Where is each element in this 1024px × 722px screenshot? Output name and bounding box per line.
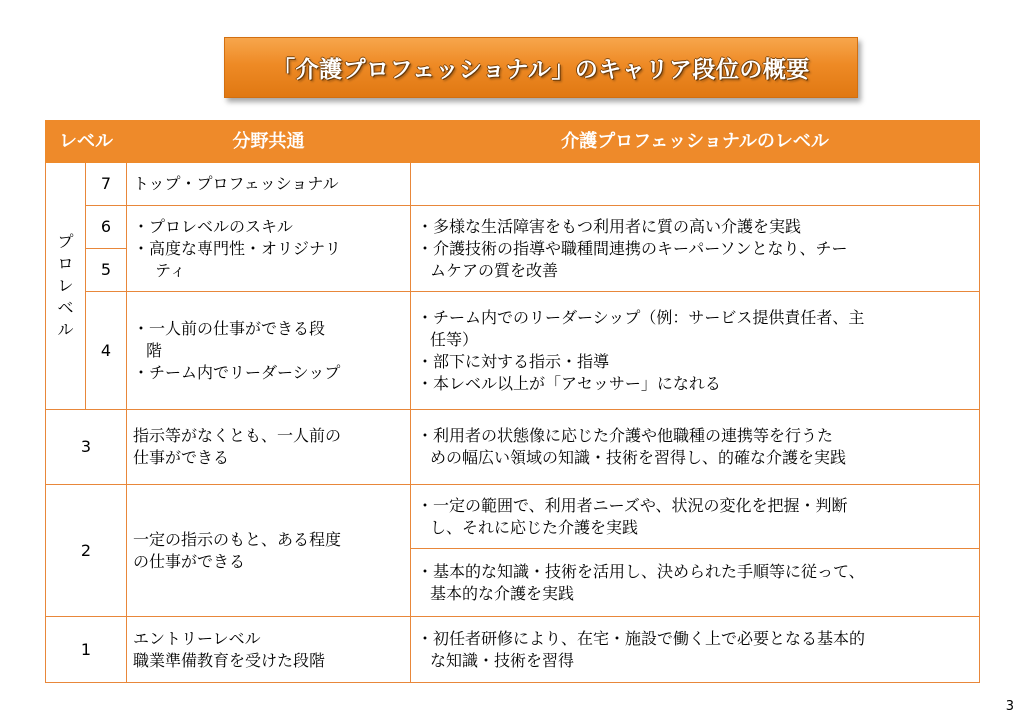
common-line: 仕事ができる [133, 448, 230, 467]
care-line: ムケアの質を改善 [430, 260, 559, 280]
level-number: 6 [86, 206, 127, 249]
table-row-level-4 [46, 292, 980, 410]
common-line: ・高度な専門性・オリジナリ [133, 238, 342, 258]
care-line: ・チーム内でのリーダーシップ（例：サービス提供責任者、主 [417, 307, 865, 327]
common-line: 一定の指示のもと、ある程度 [133, 529, 342, 549]
common-line: ティ [155, 260, 186, 280]
care-line: ・基本的な知識・技術を活用し、決められた手順等に従って、 [417, 561, 865, 581]
care-cell [411, 206, 980, 292]
pro-char: ベ [57, 298, 74, 317]
care-line: ・一定の範囲で、利用者ニーズや、状況の変化を把握・判断 [417, 495, 848, 515]
header-care: 介護プロフェッショナルのレベル [411, 121, 980, 163]
title-banner [224, 37, 858, 98]
care-line: 任等） [430, 329, 479, 349]
care-line: ・多様な生活障害をもつ利用者に質の高い介護を実践 [417, 216, 802, 236]
table-row-level-6 [46, 206, 980, 249]
common-cell [127, 292, 411, 410]
pro-char: ロ [57, 254, 74, 273]
table-row-level-2 [46, 485, 980, 549]
care-line: 基本的な介護を実践 [430, 583, 575, 603]
pro-char: レ [57, 276, 74, 295]
table-row-level-3 [46, 410, 980, 485]
header-common: 分野共通 [127, 121, 411, 163]
level-number: 2 [46, 485, 127, 617]
care-line: ・部下に対する指示・指導 [417, 351, 610, 371]
pro-char: ル [57, 320, 74, 339]
page-title: 「介護プロフェッショナル」のキャリア段位の概要 [272, 57, 810, 83]
care-cell [411, 617, 980, 683]
common-cell [127, 617, 411, 683]
level-number: 3 [46, 410, 127, 485]
header-level: レベル [46, 121, 127, 163]
common-line: ・一人前の仕事ができる段 [133, 318, 326, 338]
care-cell [411, 549, 980, 617]
care-line: し、それに応じた介護を実践 [430, 517, 639, 537]
care-line: ・介護技術の指導や職種間連携のキーパーソンとなり、チー [417, 238, 848, 258]
care-line: ・利用者の状態像に応じた介護や他職種の連携等を行うた [417, 426, 834, 445]
level-number: 5 [86, 249, 127, 292]
common-cell [127, 485, 411, 617]
care-line: めの幅広い領域の知識・技術を習得し、的確な介護を実践 [430, 448, 847, 467]
pro-level-label [46, 163, 86, 410]
table-row-level-1 [46, 617, 980, 683]
level-number: 4 [86, 292, 127, 410]
common-line: エントリーレベル [133, 628, 261, 648]
care-cell [411, 410, 980, 485]
table-row-level-7 [46, 163, 980, 206]
care-line: ・本レベル以上が「アセッサー」になれる [417, 373, 721, 393]
care-cell [411, 485, 980, 549]
common-line: 指示等がなくとも、一人前の [133, 426, 342, 445]
table-header-row [46, 121, 980, 163]
page-number: 3 [1005, 699, 1014, 714]
common-line: ・チーム内でリーダーシップ [133, 362, 341, 382]
common-line: 職業準備教育を受けた段階 [133, 650, 326, 670]
common-line: の仕事ができる [133, 551, 246, 571]
pro-char: プ [57, 232, 74, 251]
common-line: 階 [146, 340, 163, 360]
career-level-table [45, 120, 980, 683]
care-line: ・初任者研修により、在宅・施設で働く上で必要となる基本的 [417, 628, 866, 648]
common-cell [127, 410, 411, 485]
common-line: ・プロレベルのスキル [133, 216, 293, 236]
care-cell [411, 292, 980, 410]
common-cell: トップ・プロフェッショナル [127, 163, 411, 206]
common-cell [127, 206, 411, 292]
care-line: な知識・技術を習得 [430, 650, 575, 670]
care-cell [411, 163, 980, 206]
level-number: 1 [46, 617, 127, 683]
level-number: 7 [86, 163, 127, 206]
